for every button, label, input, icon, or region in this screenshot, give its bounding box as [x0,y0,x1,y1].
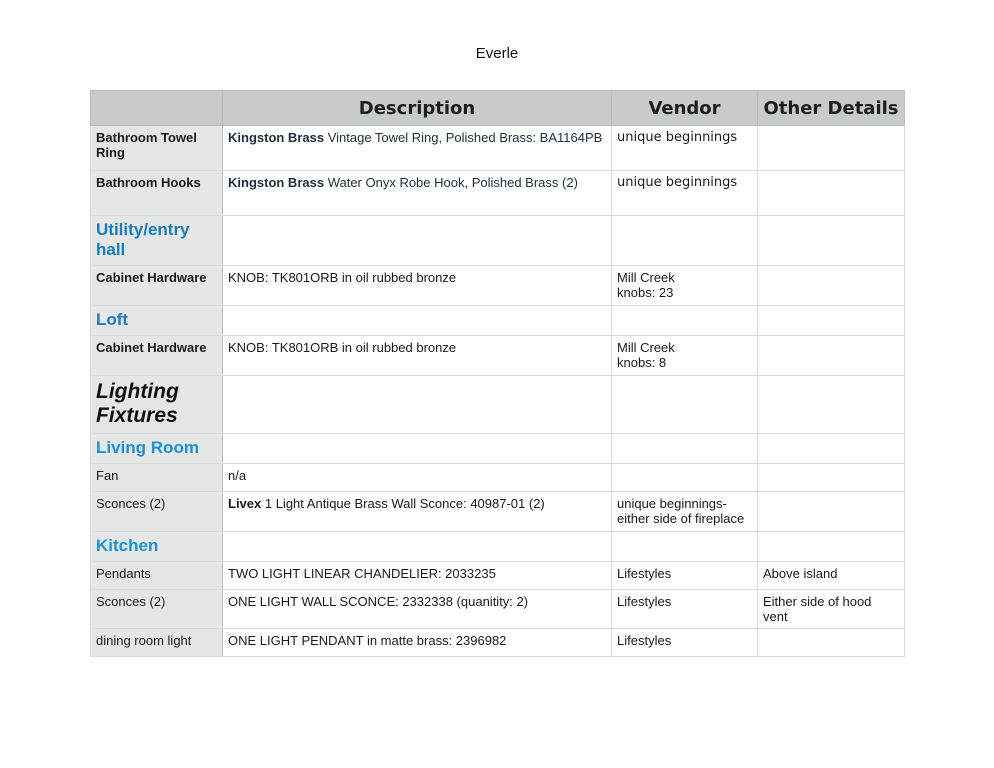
empty-cell [612,532,758,562]
row-vendor: unique beginnings [612,126,758,171]
section-title: Loft [96,310,129,329]
table-row [91,464,905,492]
brand-name: Kingston Brass [228,175,325,190]
empty-cell [758,532,905,562]
table-row [91,590,905,629]
row-description [223,126,612,171]
description-text: 1 Light Antique Brass Wall Sconce: 40987-01 (2) [261,496,545,511]
section-title: Kitchen [96,536,159,555]
row-vendor [612,492,758,532]
row-other [758,126,905,171]
vendor-line: Mill Creek [617,270,675,285]
empty-cell [223,306,612,336]
empty-cell [758,306,905,336]
empty-cell [223,376,612,434]
description-text: Vintage Towel Ring, Polished Brass: BA1164PB [324,130,603,145]
row-description: ONE LIGHT WALL SCONCE: 2332338 (quanitity: 2) [223,590,612,629]
row-label: Cabinet Hardware [91,336,223,376]
row-vendor: Lifestyles [612,562,758,590]
section-label [91,306,223,336]
fixtures-table [90,90,905,657]
empty-cell [223,532,612,562]
header-vendor: Vendor [612,91,758,126]
header-blank [91,91,223,126]
table-row [91,629,905,657]
empty-cell [758,434,905,464]
vendor-line: knobs: 8 [617,355,667,370]
section-title: Utility/entry hall [96,220,190,259]
vendor-line: either side of fireplace [617,511,745,526]
table-row [91,171,905,216]
section-title: Living Room [96,438,199,457]
row-vendor [612,464,758,492]
empty-cell [612,306,758,336]
row-label: Pendants [91,562,223,590]
row-description: TWO LIGHT LINEAR CHANDELIER: 2033235 [223,562,612,590]
section-label [91,216,223,266]
table-row [91,336,905,376]
section-label [91,532,223,562]
vendor-line: Mill Creek [617,340,675,355]
table-row [91,266,905,306]
row-other [758,629,905,657]
row-description: KNOB: TK801ORB in oil rubbed bronze [223,336,612,376]
row-vendor [612,266,758,306]
section-row [91,376,905,434]
section-label [91,376,223,434]
table-row [91,492,905,532]
row-label: Bathroom Hooks [91,171,223,216]
section-row [91,216,905,266]
empty-cell [612,216,758,266]
row-other [758,464,905,492]
row-label: Sconces (2) [91,492,223,532]
row-other: Either side of hood vent [758,590,905,629]
row-label: dining room light [91,629,223,657]
row-description: ONE LIGHT PENDANT in matte brass: 2396982 [223,629,612,657]
empty-cell [758,376,905,434]
section-row [91,532,905,562]
row-description [223,492,612,532]
row-label: Cabinet Hardware [91,266,223,306]
row-description: KNOB: TK801ORB in oil rubbed bronze [223,266,612,306]
document-title: Everle [475,45,519,62]
row-vendor [612,336,758,376]
row-label: Fan [91,464,223,492]
table-header-row [91,91,905,126]
row-label: Sconces (2) [91,590,223,629]
section-title: Lighting Fixtures [96,380,179,427]
row-other: Above island [758,562,905,590]
brand-name: Kingston Brass [228,130,325,145]
table-row [91,126,905,171]
row-other [758,266,905,306]
row-description: n/a [223,464,612,492]
empty-cell [223,434,612,464]
row-description [223,171,612,216]
row-vendor: Lifestyles [612,590,758,629]
header-other-details: Other Details [758,91,905,126]
section-row [91,306,905,336]
row-label: Bathroom Towel Ring [91,126,223,171]
row-other [758,492,905,532]
brand-name: Livex [228,496,262,511]
empty-cell [758,216,905,266]
empty-cell [223,216,612,266]
section-label [91,434,223,464]
header-description: Description [223,91,612,126]
row-vendor: unique beginnings [612,171,758,216]
description-text: Water Onyx Robe Hook, Polished Brass (2) [324,175,578,190]
section-row [91,434,905,464]
empty-cell [612,376,758,434]
vendor-line: unique beginnings- [617,496,727,511]
row-other [758,171,905,216]
row-other [758,336,905,376]
table-row [91,562,905,590]
vendor-line: knobs: 23 [617,285,674,300]
row-vendor: Lifestyles [612,629,758,657]
empty-cell [612,434,758,464]
